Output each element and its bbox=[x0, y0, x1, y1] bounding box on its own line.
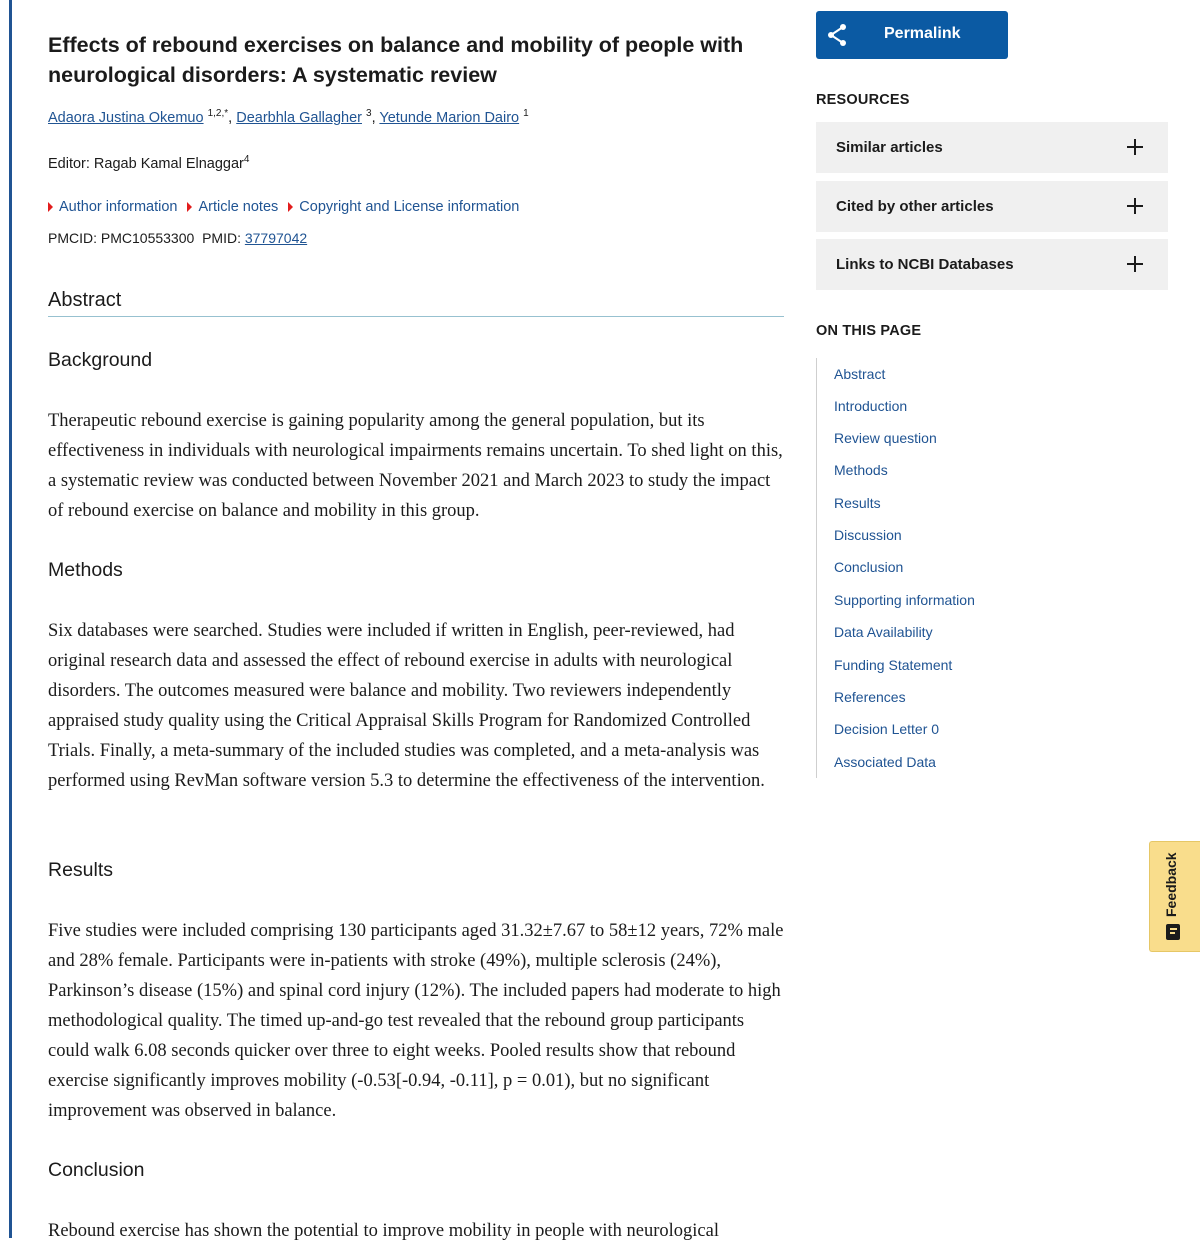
left-accent-bar bbox=[9, 0, 12, 1238]
resources-heading: RESOURCES bbox=[816, 92, 910, 108]
toc-link-discussion[interactable]: Discussion bbox=[834, 527, 902, 543]
accordion-cited-by[interactable] bbox=[816, 181, 1168, 232]
toc-link-decision-letter[interactable]: Decision Letter 0 bbox=[834, 721, 940, 737]
results-text: Five studies were included comprising 130 participants aged 31.32±7.67 to 58±12 years, 72% male and 28% female. Participants were in-patients with stroke (49%), multiple sclerosis (24%), Parkinson’s disease (15%) and spinal cord injury (12%). The included papers had moderate to high methodological quality. The timed up-and-go test revealed that the rebound group participants could walk 6.08 seconds quicker over three to eight weeks. Pooled results show that rebound exercise significantly improves mobility (-0.53[-0.94, -0.11], p = 0.01), but no significant improvement was observed in balance. bbox=[48, 921, 784, 1121]
permalink-label: Permalink bbox=[884, 25, 961, 42]
accordion-similar-articles[interactable] bbox=[816, 122, 1168, 173]
pmid-label: PMID: bbox=[202, 230, 241, 246]
toc-link-references[interactable]: References bbox=[834, 689, 906, 705]
toc-link-results[interactable]: Results bbox=[834, 495, 881, 511]
article-title: Effects of rebound exercises on balance and mobility of people with neurological disorders: A systematic review bbox=[48, 33, 744, 87]
accordion-ncbi-links[interactable] bbox=[816, 239, 1168, 290]
editor-affil: 4 bbox=[243, 154, 250, 165]
feedback-tab[interactable] bbox=[1149, 841, 1200, 952]
toc-link-conclusion[interactable]: Conclusion bbox=[834, 559, 904, 575]
toggle-label: Author information bbox=[59, 199, 178, 215]
pmcid: PMCID: PMC10553300 bbox=[48, 230, 195, 246]
toggle-label: Copyright and License information bbox=[299, 199, 520, 215]
author-link-dairo[interactable]: Yetunde Marion Dairo bbox=[379, 109, 520, 126]
background-heading: Background bbox=[48, 349, 153, 371]
caret-right-icon bbox=[288, 202, 293, 212]
permalink-button[interactable] bbox=[816, 11, 1008, 59]
editor-name: Editor: Ragab Kamal Elnaggar bbox=[48, 155, 244, 172]
author-affil: 3 bbox=[366, 108, 372, 119]
results-heading: Results bbox=[48, 859, 114, 881]
editor-line bbox=[48, 154, 249, 172]
toc-link-review-question[interactable]: Review question bbox=[834, 430, 937, 446]
author-affil: 1 bbox=[523, 108, 529, 119]
on-this-page-heading: ON THIS PAGE bbox=[816, 323, 922, 339]
accordion-label: Cited by other articles bbox=[836, 198, 994, 215]
conclusion-text: Rebound exercise has shown the potential to improve mobility in people with neurological bbox=[48, 1221, 719, 1241]
author-information-toggle[interactable] bbox=[48, 199, 177, 215]
share-icon bbox=[826, 23, 848, 47]
toc-link-data-availability[interactable]: Data Availability bbox=[834, 624, 933, 640]
copyright-license-toggle[interactable] bbox=[288, 199, 519, 215]
caret-right-icon bbox=[187, 202, 192, 212]
author-link-okemuo[interactable]: Adaora Justina Okemuo bbox=[48, 109, 204, 126]
toc-link-supporting-information[interactable]: Supporting information bbox=[834, 592, 975, 608]
author-affil: 1,2,* bbox=[207, 108, 229, 119]
toc-link-associated-data[interactable]: Associated Data bbox=[834, 754, 936, 770]
article-ids bbox=[48, 230, 307, 246]
caret-right-icon bbox=[48, 202, 53, 212]
plus-icon bbox=[1127, 139, 1143, 155]
feedback-icon bbox=[1166, 924, 1180, 940]
accordion-label: Links to NCBI Databases bbox=[836, 256, 1014, 273]
plus-icon bbox=[1127, 198, 1143, 214]
feedback-label: Feedback bbox=[1163, 852, 1179, 917]
methods-heading: Methods bbox=[48, 559, 123, 581]
toc-link-funding-statement[interactable]: Funding Statement bbox=[834, 657, 953, 673]
toc-link-abstract[interactable]: Abstract bbox=[834, 366, 886, 382]
background-text: Therapeutic rebound exercise is gaining popularity among the general population, but its effectiveness in individuals with neurological impairments remains uncertain. To shed light on this, a systematic review was conducted between November 2021 and March 2023 to study the impact of rebound exercise on balance and mobility in this group. bbox=[48, 411, 783, 521]
author-link-gallagher[interactable]: Dearbhla Gallagher bbox=[236, 109, 362, 126]
abstract-heading: Abstract bbox=[48, 286, 784, 317]
toc-link-methods[interactable]: Methods bbox=[834, 462, 888, 478]
article-notes-links bbox=[48, 199, 519, 215]
toc-link-introduction[interactable]: Introduction bbox=[834, 398, 908, 414]
toggle-label: Article notes bbox=[198, 199, 279, 215]
conclusion-heading: Conclusion bbox=[48, 1159, 145, 1181]
on-this-page-nav bbox=[816, 358, 1117, 778]
author-list bbox=[48, 108, 529, 126]
article-notes-toggle[interactable] bbox=[187, 199, 278, 215]
methods-text: Six databases were searched. Studies were included if written in English, peer-reviewed, had original research data and assessed the effect of rebound exercise in adults with neurological disorders. The outcomes measured were balance and mobility. Two reviewers independently appraised study quality using the Critical Appraisal Skills Program for Randomized Controlled Trials. Finally, a meta-summary of the included studies was completed, and a meta-analysis was performed using RevMan software version 5.3 to determine the effectiveness of the intervention. bbox=[48, 621, 765, 791]
author-separator: , bbox=[228, 109, 233, 126]
accordion-label: Similar articles bbox=[836, 139, 943, 156]
author-separator: , bbox=[371, 109, 376, 126]
pmid-link[interactable]: 37797042 bbox=[244, 230, 308, 246]
plus-icon bbox=[1127, 256, 1143, 272]
